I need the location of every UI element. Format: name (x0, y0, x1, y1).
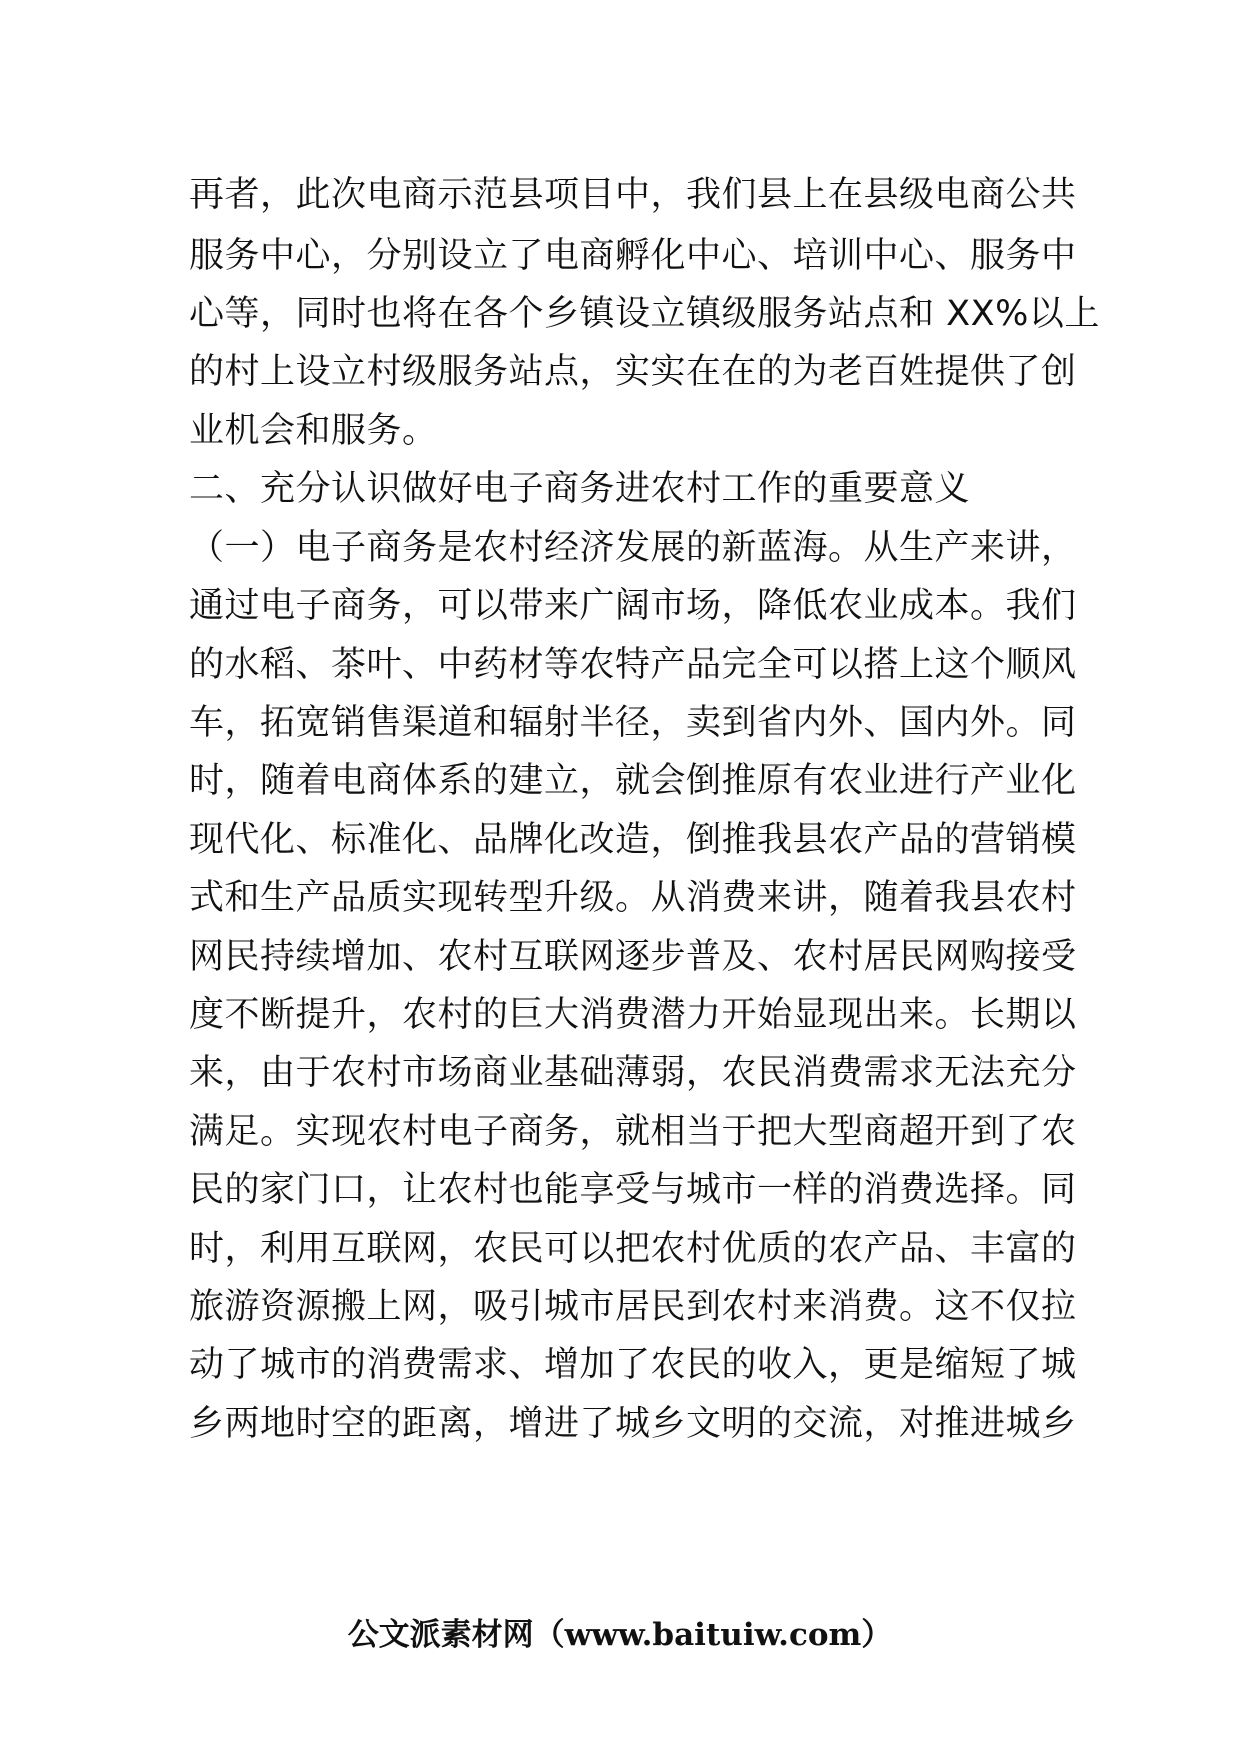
body-text-line: 的水稻、茶叶、中药材等农特产品完全可以搭上这个顺风 (189, 645, 1077, 685)
body-text-line: 车，拓宽销售渠道和辐射半径，卖到省内外、国内外。同 (189, 703, 1077, 743)
body-text-line: 动了城市的消费需求、增加了农民的收入，更是缩短了城 (189, 1345, 1077, 1385)
body-text-line: 服务中心，分别设立了电商孵化中心、培训中心、服务中 (189, 236, 1077, 276)
body-text-line: 心等，同时也将在各个乡镇设立镇级服务站点和 XX%以上 (189, 294, 1100, 334)
body-text-line: 再者，此次电商示范县项目中，我们县上在县级电商公共 (189, 175, 1077, 215)
body-text-line: 时，随着电商体系的建立，就会倒推原有农业进行产业化 (189, 761, 1077, 801)
body-text-line: （一）电子商务是农村经济发展的新蓝海。从生产来讲， (189, 528, 1077, 568)
body-text-line: 时，利用互联网，农民可以把农村优质的农产品、丰富的 (189, 1229, 1077, 1269)
body-text-line: 乡两地时空的距离，增进了城乡文明的交流，对推进城乡 (189, 1404, 1077, 1444)
body-text-line: 民的家门口，让农村也能享受与城市一样的消费选择。同 (189, 1170, 1077, 1210)
body-text-line: 网民持续增加、农村互联网逐步普及、农村居民网购接受 (189, 937, 1077, 977)
body-text-line: 度不断提升，农村的巨大消费潜力开始显现出来。长期以 (189, 995, 1077, 1035)
body-text-line: 现代化、标准化、品牌化改造，倒推我县农产品的营销模 (189, 820, 1077, 860)
body-text-line: 通过电子商务，可以带来广阔市场，降低农业成本。我们 (189, 586, 1077, 626)
body-text-line: 的村上设立村级服务站点，实实在在的为老百姓提供了创 (189, 352, 1077, 392)
footer-source: 公文派素材网（www.baituiw.com） (347, 1617, 893, 1653)
body-text-line: 业机会和服务。 (189, 411, 438, 451)
body-text-line: 来，由于农村市场商业基础薄弱，农民消费需求无法充分 (189, 1053, 1077, 1093)
section-heading: 二、充分认识做好电子商务进农村工作的重要意义 (189, 469, 971, 509)
body-text-line: 满足。实现农村电子商务，就相当于把大型商超开到了农 (189, 1112, 1077, 1152)
body-text-line: 旅游资源搬上网，吸引城市居民到农村来消费。这不仅拉 (189, 1287, 1077, 1327)
body-text-line: 式和生产品质实现转型升级。从消费来讲，随着我县农村 (189, 878, 1077, 918)
